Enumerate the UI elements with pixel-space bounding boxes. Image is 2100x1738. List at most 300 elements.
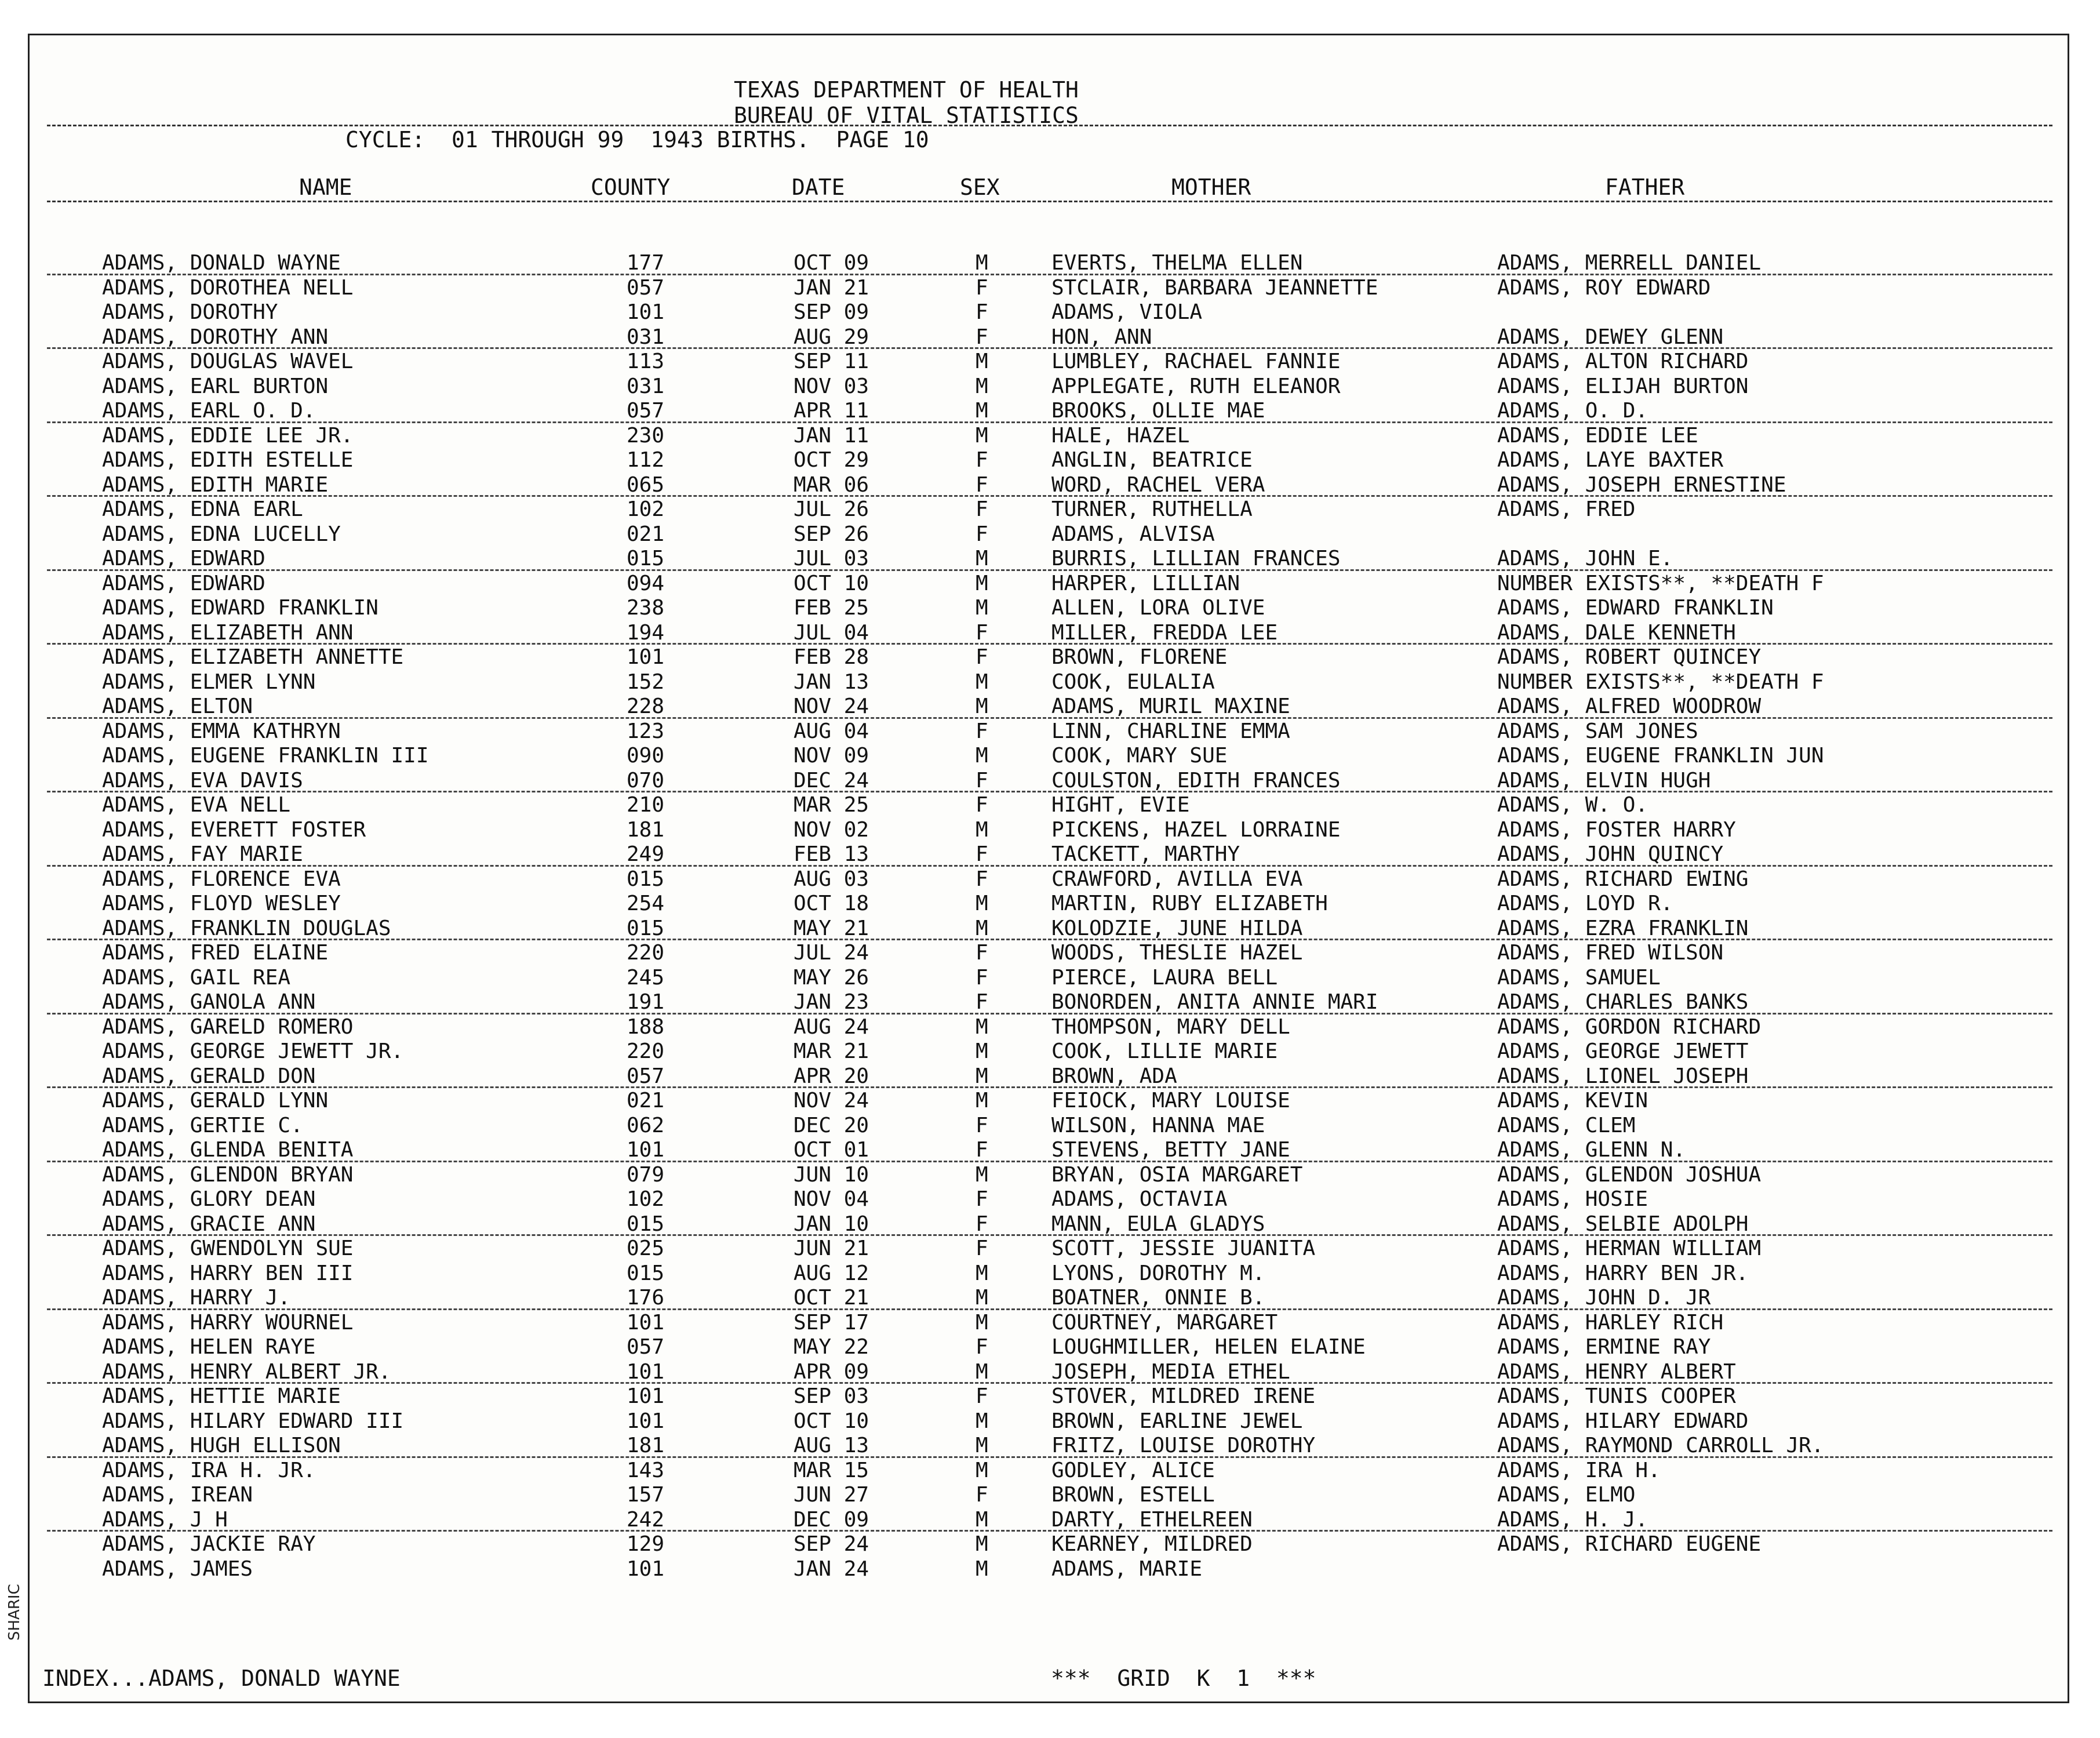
record-mother: SCOTT, JESSIE JUANITA	[1051, 1237, 1316, 1260]
record-row	[30, 547, 2068, 572]
record-father: ADAMS, SAM JONES	[1497, 719, 1698, 743]
record-date: AUG 24	[794, 1015, 869, 1039]
record-row	[30, 1261, 2068, 1286]
record-date: OCT 21	[794, 1286, 869, 1310]
record-father: ADAMS, GLENN N.	[1497, 1138, 1686, 1162]
record-father: ADAMS, EUGENE FRANKLIN JUN	[1497, 744, 1824, 768]
record-father: ADAMS, ELMO	[1497, 1483, 1636, 1507]
record-county: 101	[627, 645, 665, 669]
record-row	[30, 1360, 2068, 1385]
record-row	[30, 1557, 2068, 1582]
record-sex: F	[976, 1212, 988, 1236]
record-father: ADAMS, RICHARD EWING	[1497, 867, 1749, 891]
records-list	[30, 251, 2068, 1581]
record-name: ADAMS, ELTON	[102, 695, 253, 718]
record-name: ADAMS, EDNA LUCELLY	[102, 522, 341, 546]
record-father: ADAMS, LAYE BAXTER	[1497, 448, 1724, 472]
record-row	[30, 374, 2068, 399]
record-sex: M	[976, 916, 988, 940]
record-date: AUG 03	[794, 867, 869, 891]
row-separator	[47, 939, 2052, 940]
record-date: SEP 11	[794, 350, 869, 373]
record-row	[30, 522, 2068, 547]
record-sex: M	[976, 695, 988, 718]
record-name: ADAMS, EVERETT FOSTER	[102, 817, 366, 842]
row-separator	[47, 347, 2052, 349]
record-sex: M	[976, 1089, 988, 1112]
column-header-name: NAME	[299, 174, 352, 200]
record-sex: F	[976, 1335, 988, 1359]
record-county: 102	[627, 1187, 665, 1211]
record-date: SEP 17	[794, 1310, 869, 1335]
record-county: 021	[627, 1089, 665, 1112]
row-separator	[47, 1086, 2052, 1088]
record-father: ADAMS, DEWEY GLENN	[1497, 325, 1724, 349]
record-sex: M	[976, 817, 988, 842]
record-county: 101	[627, 1409, 665, 1433]
record-county: 220	[627, 941, 665, 965]
record-sex: F	[976, 472, 988, 497]
record-date: MAY 21	[794, 916, 869, 940]
report-subtitle: BUREAU OF VITAL STATISTICS	[734, 103, 1079, 128]
column-header-mother: MOTHER	[1171, 174, 1251, 200]
record-sex: M	[976, 1015, 988, 1039]
record-mother: DARTY, ETHELREEN	[1051, 1507, 1253, 1532]
record-date: JAN 13	[794, 670, 869, 694]
record-row	[30, 276, 2068, 301]
record-sex: M	[976, 374, 988, 398]
record-father: ADAMS, HILARY EDWARD	[1497, 1409, 1749, 1433]
row-separator	[47, 717, 2052, 719]
record-county: 181	[627, 817, 665, 842]
record-date: AUG 04	[794, 719, 869, 743]
record-name: ADAMS, EDITH MARIE	[102, 472, 329, 497]
column-header-date: DATE	[792, 174, 845, 200]
record-name: ADAMS, HENRY ALBERT JR.	[102, 1359, 391, 1384]
record-date: AUG 29	[794, 325, 869, 349]
record-name: ADAMS, DOROTHY	[102, 300, 278, 324]
record-sex: M	[976, 670, 988, 694]
record-sex: F	[976, 990, 988, 1014]
record-sex: M	[976, 1261, 988, 1285]
record-mother: JOSEPH, MEDIA ETHEL	[1051, 1359, 1290, 1384]
record-county: 057	[627, 399, 665, 423]
record-name: ADAMS, EDWARD	[102, 571, 265, 595]
record-father: ADAMS, SAMUEL	[1497, 965, 1661, 990]
row-separator	[47, 421, 2052, 423]
record-row	[30, 251, 2068, 276]
record-date: AUG 13	[794, 1434, 869, 1457]
record-row	[30, 596, 2068, 621]
record-date: APR 11	[794, 399, 869, 423]
record-date: NOV 24	[794, 695, 869, 718]
record-father: ADAMS, LOYD R.	[1497, 892, 1673, 915]
record-mother: WORD, RACHEL VERA	[1051, 472, 1265, 497]
record-mother: WILSON, HANNA MAE	[1051, 1113, 1265, 1137]
record-row	[30, 300, 2068, 325]
record-county: 188	[627, 1015, 665, 1039]
record-father: ADAMS, H. J.	[1497, 1507, 1648, 1532]
record-father: ADAMS, HENRY ALBERT	[1497, 1359, 1736, 1384]
record-date: JAN 10	[794, 1212, 869, 1236]
record-name: ADAMS, ELIZABETH ANN	[102, 620, 354, 645]
record-county: 015	[627, 916, 665, 940]
record-mother: BOATNER, ONNIE B.	[1051, 1286, 1265, 1310]
record-date: JAN 23	[794, 990, 869, 1014]
record-date: JUL 03	[794, 547, 869, 570]
record-date: JUN 27	[794, 1483, 869, 1507]
record-mother: BROWN, FLORENE	[1051, 645, 1228, 669]
record-father: ADAMS, RICHARD EUGENE	[1497, 1532, 1761, 1556]
record-mother: BROWN, EARLINE JEWEL	[1051, 1409, 1303, 1433]
record-name: ADAMS, FLOYD WESLEY	[102, 892, 341, 915]
record-row	[30, 1311, 2068, 1336]
record-father: ADAMS, ERMINE RAY	[1497, 1335, 1711, 1359]
record-date: NOV 24	[794, 1089, 869, 1112]
record-county: 230	[627, 423, 665, 448]
record-name: ADAMS, GERALD LYNN	[102, 1089, 329, 1112]
record-sex: F	[976, 1483, 988, 1507]
record-county: 101	[627, 300, 665, 324]
record-name: ADAMS, GAIL REA	[102, 965, 291, 990]
record-county: 015	[627, 867, 665, 891]
row-separator	[47, 274, 2052, 275]
record-father: ADAMS, TUNIS COOPER	[1497, 1384, 1736, 1408]
record-date: MAY 26	[794, 965, 869, 990]
record-sex: F	[976, 1113, 988, 1137]
record-row	[30, 842, 2068, 867]
record-father: ADAMS, FRED WILSON	[1497, 941, 1724, 965]
record-name: ADAMS, EVA NELL	[102, 793, 291, 817]
record-mother: THOMPSON, MARY DELL	[1051, 1015, 1290, 1039]
record-row	[30, 1483, 2068, 1508]
record-sex: M	[976, 1039, 988, 1063]
record-row	[30, 1163, 2068, 1188]
record-row	[30, 1434, 2068, 1459]
record-date: NOV 02	[794, 817, 869, 842]
record-sex: F	[976, 275, 988, 300]
record-name: ADAMS, IRA H. JR.	[102, 1458, 316, 1482]
record-date: OCT 09	[794, 251, 869, 275]
record-date: DEC 09	[794, 1507, 869, 1532]
record-row	[30, 917, 2068, 941]
record-date: SEP 03	[794, 1384, 869, 1408]
record-name: ADAMS, EDITH ESTELLE	[102, 448, 354, 472]
record-mother: BURRIS, LILLIAN FRANCES	[1051, 547, 1341, 570]
record-sex: M	[976, 1409, 988, 1433]
record-father: ADAMS, KEVIN	[1497, 1089, 1648, 1112]
record-name: ADAMS, EVA DAVIS	[102, 768, 303, 792]
record-name: ADAMS, HUGH ELLISON	[102, 1434, 341, 1457]
record-father: ADAMS, JOHN QUINCY	[1497, 842, 1724, 866]
record-father: ADAMS, EDWARD FRANKLIN	[1497, 596, 1774, 620]
grid-footer: *** GRID K 1 ***	[1051, 1666, 1316, 1691]
record-sex: F	[976, 497, 988, 521]
record-row	[30, 399, 2068, 424]
record-sex: M	[976, 1286, 988, 1310]
record-county: 090	[627, 744, 665, 768]
record-date: NOV 04	[794, 1187, 869, 1211]
record-father: ADAMS, W. O.	[1497, 793, 1648, 817]
record-date: APR 20	[794, 1064, 869, 1088]
record-mother: GODLEY, ALICE	[1051, 1458, 1215, 1482]
record-county: 101	[627, 1557, 665, 1581]
record-mother: TACKETT, MARTHY	[1051, 842, 1240, 866]
record-county: 031	[627, 325, 665, 349]
record-row	[30, 1114, 2068, 1139]
record-mother: STOVER, MILDRED IRENE	[1051, 1384, 1316, 1408]
record-father: ADAMS, ELVIN HUGH	[1497, 768, 1711, 792]
record-date: OCT 18	[794, 892, 869, 915]
record-father: ADAMS, HERMAN WILLIAM	[1497, 1237, 1761, 1260]
record-sex: F	[976, 768, 988, 792]
record-date: AUG 12	[794, 1261, 869, 1285]
record-county: 238	[627, 596, 665, 620]
record-sex: M	[976, 1532, 988, 1556]
record-name: ADAMS, HELEN RAYE	[102, 1335, 316, 1359]
record-row	[30, 473, 2068, 498]
record-sex: F	[976, 793, 988, 817]
record-row	[30, 769, 2068, 794]
record-mother: ADAMS, MARIE	[1051, 1557, 1203, 1581]
record-sex: M	[976, 399, 988, 423]
record-row	[30, 621, 2068, 646]
record-father: ADAMS, CLEM	[1497, 1113, 1636, 1137]
record-name: ADAMS, EUGENE FRANKLIN III	[102, 744, 429, 768]
record-row	[30, 325, 2068, 350]
record-mother: HIGHT, EVIE	[1051, 793, 1190, 817]
column-header-father: FATHER	[1605, 174, 1685, 200]
row-separator	[47, 1013, 2052, 1015]
record-mother: MARTIN, RUBY ELIZABETH	[1051, 892, 1328, 915]
row-separator	[47, 865, 2052, 867]
record-county: 249	[627, 842, 665, 866]
record-mother: PICKENS, HAZEL LORRAINE	[1051, 817, 1341, 842]
record-name: ADAMS, HARRY WOURNEL	[102, 1310, 354, 1335]
sharic-stamp: SHARIC	[6, 1584, 23, 1641]
record-county: 181	[627, 1434, 665, 1457]
record-county: 102	[627, 497, 665, 521]
record-row	[30, 1459, 2068, 1484]
record-name: ADAMS, IREAN	[102, 1483, 253, 1507]
record-name: ADAMS, EDNA EARL	[102, 497, 303, 521]
record-father: ADAMS, FOSTER HARRY	[1497, 817, 1736, 842]
record-row	[30, 818, 2068, 843]
record-row	[30, 645, 2068, 670]
record-mother: ADAMS, ALVISA	[1051, 522, 1215, 546]
record-mother: COOK, LILLIE MARIE	[1051, 1039, 1278, 1063]
record-row	[30, 1212, 2068, 1237]
row-separator	[47, 1234, 2052, 1236]
record-mother: HARPER, LILLIAN	[1051, 571, 1240, 595]
row-separator	[47, 1382, 2052, 1384]
record-father: ADAMS, HOSIE	[1497, 1187, 1648, 1211]
record-father: ADAMS, RAYMOND CARROLL JR.	[1497, 1434, 1824, 1457]
record-county: 129	[627, 1532, 665, 1556]
record-mother: HON, ANN	[1051, 325, 1152, 349]
record-name: ADAMS, EARL BURTON	[102, 374, 329, 398]
record-mother: KOLODZIE, JUNE HILDA	[1051, 916, 1303, 940]
record-sex: M	[976, 1507, 988, 1532]
record-county: 015	[627, 547, 665, 570]
record-mother: ANGLIN, BEATRICE	[1051, 448, 1253, 472]
record-row	[30, 1335, 2068, 1360]
record-sex: M	[976, 1064, 988, 1088]
record-name: ADAMS, FAY MARIE	[102, 842, 303, 866]
record-father: ADAMS, JOSEPH ERNESTINE	[1497, 472, 1786, 497]
record-county: 065	[627, 472, 665, 497]
record-mother: FRITZ, LOUISE DOROTHY	[1051, 1434, 1316, 1457]
record-date: MAR 25	[794, 793, 869, 817]
record-row	[30, 941, 2068, 966]
record-mother: KEARNEY, MILDRED	[1051, 1532, 1253, 1556]
record-row	[30, 497, 2068, 522]
index-footer: INDEX...ADAMS, DONALD WAYNE	[42, 1666, 401, 1691]
record-row	[30, 892, 2068, 917]
record-name: ADAMS, HARRY J.	[102, 1286, 291, 1310]
record-mother: BROWN, ADA	[1051, 1064, 1177, 1088]
record-mother: PIERCE, LAURA BELL	[1051, 965, 1278, 990]
record-county: 176	[627, 1286, 665, 1310]
record-county: 210	[627, 793, 665, 817]
record-father: ADAMS, GEORGE JEWETT	[1497, 1039, 1749, 1063]
record-name: ADAMS, DOROTHY ANN	[102, 325, 329, 349]
record-father: ADAMS, MERRELL DANIEL	[1497, 251, 1761, 275]
record-date: NOV 03	[794, 374, 869, 398]
record-mother: LINN, CHARLINE EMMA	[1051, 719, 1290, 743]
record-county: 025	[627, 1237, 665, 1260]
record-mother: WOODS, THESLIE HAZEL	[1051, 941, 1303, 965]
record-sex: F	[976, 522, 988, 546]
record-father: ADAMS, JOHN E.	[1497, 547, 1673, 570]
record-date: JUL 04	[794, 620, 869, 645]
record-mother: BROOKS, OLLIE MAE	[1051, 399, 1265, 423]
record-row	[30, 1187, 2068, 1212]
record-county: 143	[627, 1458, 665, 1482]
record-name: ADAMS, EDWARD	[102, 547, 265, 570]
record-row	[30, 1409, 2068, 1434]
record-mother: LOUGHMILLER, HELEN ELAINE	[1051, 1335, 1366, 1359]
record-date: JAN 11	[794, 423, 869, 448]
record-mother: MANN, EULA GLADYS	[1051, 1212, 1265, 1236]
record-row	[30, 670, 2068, 695]
record-mother: COOK, EULALIA	[1051, 670, 1215, 694]
record-father: ADAMS, CHARLES BANKS	[1497, 990, 1749, 1014]
record-mother: ADAMS, OCTAVIA	[1051, 1187, 1228, 1211]
row-separator	[47, 1308, 2052, 1310]
record-sex: F	[976, 448, 988, 472]
record-county: 177	[627, 251, 665, 275]
record-row	[30, 1237, 2068, 1261]
record-date: OCT 01	[794, 1138, 869, 1162]
record-mother: HALE, HAZEL	[1051, 423, 1190, 448]
record-sex: F	[976, 620, 988, 645]
record-county: 057	[627, 1335, 665, 1359]
record-mother: STCLAIR, BARBARA JEANNETTE	[1051, 275, 1378, 300]
record-name: ADAMS, GEORGE JEWETT JR.	[102, 1039, 404, 1063]
record-county: 245	[627, 965, 665, 990]
record-name: ADAMS, DONALD WAYNE	[102, 251, 341, 275]
record-county: 094	[627, 571, 665, 595]
record-row	[30, 793, 2068, 818]
record-mother: APPLEGATE, RUTH ELEANOR	[1051, 374, 1341, 398]
record-name: ADAMS, GRACIE ANN	[102, 1212, 316, 1236]
record-name: ADAMS, GERALD DON	[102, 1064, 316, 1088]
record-county: 079	[627, 1162, 665, 1187]
record-name: ADAMS, FRED ELAINE	[102, 941, 329, 965]
record-sex: M	[976, 744, 988, 768]
record-date: JUN 10	[794, 1162, 869, 1187]
record-county: 015	[627, 1212, 665, 1236]
record-name: ADAMS, ELMER LYNN	[102, 670, 316, 694]
record-row	[30, 448, 2068, 473]
record-county: 101	[627, 1138, 665, 1162]
record-date: SEP 24	[794, 1532, 869, 1556]
record-row	[30, 572, 2068, 597]
record-county: 157	[627, 1483, 665, 1507]
record-sex: M	[976, 350, 988, 373]
record-name: ADAMS, GWENDOLYN SUE	[102, 1237, 354, 1260]
record-name: ADAMS, EARL O. D.	[102, 399, 316, 423]
record-date: FEB 28	[794, 645, 869, 669]
record-sex: M	[976, 423, 988, 448]
record-row	[30, 990, 2068, 1015]
record-mother: LUMBLEY, RACHAEL FANNIE	[1051, 350, 1341, 373]
record-county: 057	[627, 1064, 665, 1088]
record-name: ADAMS, JAMES	[102, 1557, 253, 1581]
record-father: ADAMS, LIONEL JOSEPH	[1497, 1064, 1749, 1088]
record-county: 031	[627, 374, 665, 398]
report-title: TEXAS DEPARTMENT OF HEALTH	[734, 77, 1079, 103]
record-sex: F	[976, 300, 988, 324]
record-sex: M	[976, 1310, 988, 1335]
row-separator	[47, 495, 2052, 497]
record-row	[30, 1384, 2068, 1409]
record-sex: F	[976, 1384, 988, 1408]
record-date: NOV 09	[794, 744, 869, 768]
record-county: 152	[627, 670, 665, 694]
record-row	[30, 1508, 2068, 1533]
record-sex: F	[976, 719, 988, 743]
record-date: DEC 24	[794, 768, 869, 792]
record-name: ADAMS, GERTIE C.	[102, 1113, 303, 1137]
record-father: NUMBER EXISTS**, **DEATH F	[1497, 670, 1824, 694]
header-rule-top	[47, 125, 2052, 126]
record-county: 242	[627, 1507, 665, 1532]
record-county: 194	[627, 620, 665, 645]
record-date: JUL 24	[794, 941, 869, 965]
record-date: APR 09	[794, 1359, 869, 1384]
row-separator	[47, 791, 2052, 792]
record-row	[30, 1286, 2068, 1311]
record-date: MAR 15	[794, 1458, 869, 1482]
record-father: ADAMS, FRED	[1497, 497, 1636, 521]
record-mother: CRAWFORD, AVILLA EVA	[1051, 867, 1303, 891]
record-father: ADAMS, O. D.	[1497, 399, 1648, 423]
record-row	[30, 1064, 2068, 1089]
record-mother: ADAMS, VIOLA	[1051, 300, 1203, 324]
record-name: ADAMS, J H	[102, 1507, 228, 1532]
record-father: ADAMS, ELIJAH BURTON	[1497, 374, 1749, 398]
record-sex: M	[976, 571, 988, 595]
record-date: JUL 26	[794, 497, 869, 521]
record-sex: M	[976, 251, 988, 275]
record-name: ADAMS, ELIZABETH ANNETTE	[102, 645, 404, 669]
record-date: JUN 21	[794, 1237, 869, 1260]
record-father: ADAMS, SELBIE ADOLPH	[1497, 1212, 1749, 1236]
record-father: ADAMS, DALE KENNETH	[1497, 620, 1736, 645]
record-name: ADAMS, HILARY EDWARD III	[102, 1409, 404, 1433]
